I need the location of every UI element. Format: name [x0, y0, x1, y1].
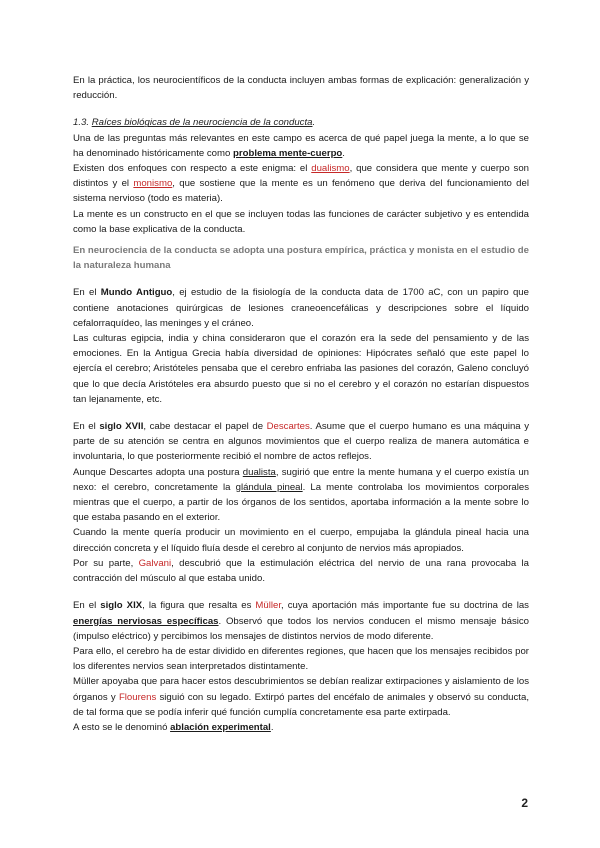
term-monismo: monismo	[133, 178, 173, 190]
approaches-paragraph: Existen dos enfoques con respecto a este enigma: el dualismo, que considera que mente y cuerpo son distintos y el monismo, que sostiene que la mente es un fenómeno que deriva del funcionamiento del sistema nervioso (todo es materia).	[73, 163, 530, 205]
xix-century-paragraph: En el siglo XIX, la figura que resalta es Müller, cuya aportación más importante fue su doctrina de las energías nerviosas específicas. Observó que todos los nervios conducen el mismo mensaje básico (impulso eléctrico) y percibimos los mensajes de distintos nervios de modo diferente.	[73, 600, 529, 642]
name-galvani: Galvani	[138, 557, 172, 569]
name-descartes: Descartes	[266, 421, 310, 433]
term-energias-nerviosas: energías nerviosas específicas	[73, 615, 219, 627]
descartes-dualism-paragraph: Aunque Descartes adopta una postura dualista, sugirió que entre la mente humana y el cuerpo existía un nexo: el cerebro, concretamente la glándula pineal. La mente controlaba los movimientos corporales mientras que el cuerpo, a partir de los órganos de los sentidos, aportaba información a la mente sobre lo que estaba pasando en el exterior.	[73, 466, 529, 524]
term-glandula-pineal: glándula pineal	[235, 481, 303, 493]
term-dualismo: dualismo	[311, 163, 350, 175]
pineal-movement-paragraph: Cuando la mente quería producir un movimiento en el cuerpo, empujaba la glándula pineal hacia una dirección concreta y el líquido fluía desde el cerebro al conjunto de nervios más apropiados.	[73, 527, 529, 554]
term-siglo-xvii: siglo XVII	[99, 421, 144, 433]
name-muller: Müller	[255, 600, 281, 612]
document-body	[73, 73, 529, 735]
brain-regions-paragraph: Para ello, el cerebro ha de estar dividido en diferentes regiones, que hacen que los mensajes recibidos por los diferentes nervios sean interpretados distintamente.	[73, 645, 529, 673]
term-dualista: dualista	[242, 466, 276, 478]
flourens-paragraph: Müller apoyaba que para hacer estos descubrimientos se debían realizar extirpaciones y aislamiento de los órganos y Flourens siguió con su legado. Extirpó partes del encéfalo de animales y observó su conducta, de tal forma que se podía inferir qué función cumplía concretamente esa parte extirpada.	[73, 676, 529, 718]
term-siglo-xix: siglo XIX	[100, 600, 143, 612]
page-number: 2	[521, 796, 528, 810]
section-title: Raíces biológicas de la neurociencia de la conducta	[91, 117, 313, 129]
section-heading: 1.3. Raíces biológicas de la neurociencia de la conducta.	[73, 117, 316, 129]
ancient-world-paragraph: En el Mundo Antiguo, ej estudio de la fisiología de la conducta data de 1700 aC, con un papiro que contiene anotaciones quirúrgicas de lesiones craneoencefálicas y descripciones sobre el líquido cefalorraquídeo, las meninges y el cráneo.	[73, 287, 529, 329]
term-problema-mente-cuerpo: problema mente-cuerpo	[233, 147, 343, 159]
section-number: 1.3.	[73, 117, 90, 129]
xvii-century-paragraph: En el siglo XVII, cabe destacar el papel de Descartes. Asume que el cuerpo humano es una máquina y parte de su atención se centra en algunos movimientos que el cuerpo realiza de manera automática e involuntaria, lo que posteriormente recibió el nombre de actos reflejos.	[73, 421, 529, 463]
ancient-cultures-paragraph: Las culturas egipcia, india y china consideraron que el corazón era la sede del pensamiento y de las emociones. En la Antigua Grecia había diversidad de opiniones: Hipócrates señaló que este papel lo ejercía el cerebro; Aristóteles pensaba que el cerebro enfriaba las pasiones del corazón, Galeno concluyó que lo que decía Aristóteles era absurdo puesto que si no el cerebro y el corazón no estarían dispuestos tan lejanamente, etc.	[73, 333, 529, 405]
galvani-paragraph: Por su parte, Galvani, descubrió que la estimulación eléctrica del nervio de una rana provocaba la contracción del músculo al que estaba unido.	[73, 557, 529, 585]
intro-paragraph: En la práctica, los neurocientíficos de la conducta incluyen ambas formas de explicación: generalización y reducción.	[73, 75, 529, 102]
mind-definition-paragraph: La mente es un constructo en el que se incluyen todas las funciones de carácter subjetivo y es entendida como la base explicativa de la conducta.	[73, 208, 529, 235]
term-ablacion-experimental: ablación experimental	[170, 721, 271, 733]
mind-body-paragraph: Una de las preguntas más relevantes en este campo es acerca de qué papel juega la mente, a lo que se ha denominado históricamente como problema mente-cuerpo.	[73, 132, 529, 159]
highlight-statement: En neurociencia de la conducta se adopta una postura empírica, práctica y monista en el estudio de la naturaleza humana	[73, 245, 529, 272]
ablation-paragraph: A esto se le denominó ablación experimental.	[73, 721, 274, 733]
name-flourens: Flourens	[118, 691, 157, 703]
term-mundo-antiguo: Mundo Antiguo	[100, 287, 173, 299]
